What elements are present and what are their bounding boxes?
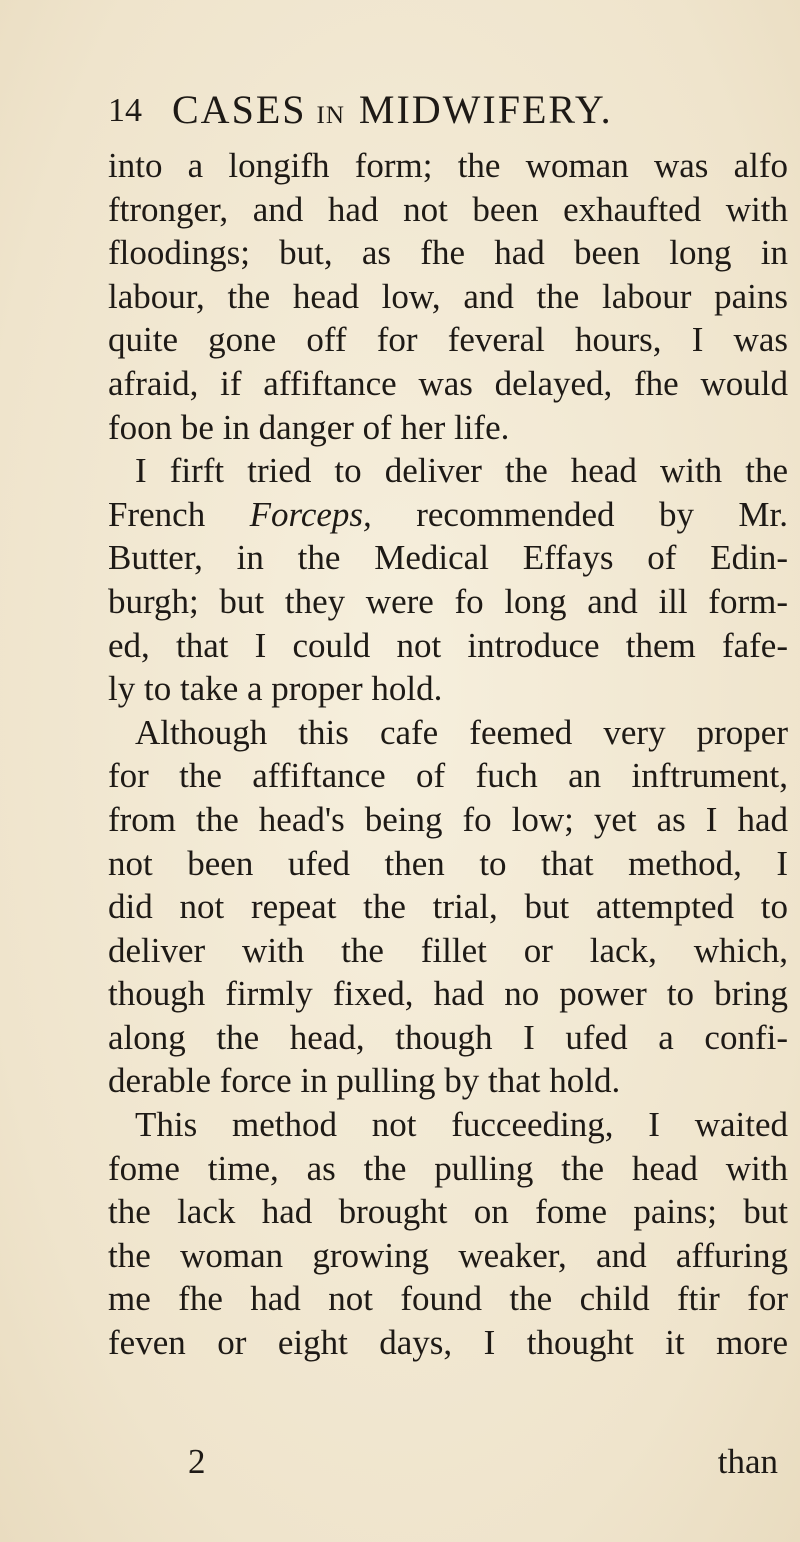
- text-line: feven or eight days, I thought it more: [108, 1323, 788, 1363]
- text-span: French: [108, 494, 250, 534]
- text-line: for the affiftance of fuch an inftrument,: [108, 756, 788, 796]
- text-line: into a longifh form; the woman was alfo: [108, 146, 788, 185]
- text-line: Butter, in the Medical Effays of Edin-: [108, 538, 788, 578]
- text-line: along the head, though I ufed a confi-: [108, 1017, 788, 1057]
- running-head-word-1: CASES: [172, 87, 307, 132]
- text-line: labour, the head low, and the labour pains: [108, 276, 788, 316]
- text-line: Although this cafe feemed very proper: [135, 712, 788, 752]
- text-line: foon be in danger of her life.: [108, 407, 510, 447]
- text-line: from the head's being fo low; yet as I had: [108, 799, 788, 839]
- text-line: the woman growing weaker, and affuring: [108, 1235, 788, 1275]
- text-line: [108, 449, 788, 493]
- catchword: than: [717, 1442, 778, 1481]
- text-line: not been ufed then to that method, I: [108, 843, 788, 883]
- text-line: me fhe had not found the child ftir for: [108, 1279, 788, 1319]
- text-line: quite gone off for feveral hours, I was: [108, 320, 788, 360]
- running-head-word-3: MIDWIFERY.: [358, 87, 613, 132]
- text-line: ftronger, and had not been exhaufted with: [108, 189, 788, 229]
- text-line: floodings; but, as fhe had been long in: [108, 233, 788, 273]
- page-footer: [108, 1440, 778, 1484]
- body-text: [108, 144, 788, 1365]
- page-header: [108, 82, 788, 138]
- text-span: I firft tried to deliver the head with the: [135, 451, 788, 491]
- text-line: burgh; but they were fo long and ill form-: [108, 581, 788, 621]
- running-head: [172, 86, 613, 133]
- text-line: This method not fucceeding, I waited: [135, 1105, 788, 1145]
- text-span: recommended by Mr.: [371, 494, 788, 534]
- running-head-word-2: IN: [316, 102, 345, 129]
- text-line: ly to take a proper hold.: [108, 669, 443, 709]
- italic-word: Forceps,: [249, 494, 372, 534]
- text-line: [108, 493, 788, 537]
- text-line: though firmly fixed, had no power to bring: [108, 974, 788, 1014]
- signature-mark: 2: [188, 1442, 206, 1481]
- text-line: deliver with the fillet or lack, which,: [108, 930, 788, 970]
- text-line: derable force in pulling by that hold.: [108, 1061, 621, 1101]
- text-line: the lack had brought on fome pains; but: [108, 1192, 788, 1232]
- text-line: fome time, as the pulling the head with: [108, 1148, 788, 1188]
- page-number: 14: [108, 92, 142, 129]
- text-line: afraid, if affiftance was delayed, fhe would: [108, 363, 788, 403]
- text-line: ed, that I could not introduce them fafe-: [108, 625, 788, 665]
- text-line: did not repeat the trial, but attempted to: [108, 887, 788, 927]
